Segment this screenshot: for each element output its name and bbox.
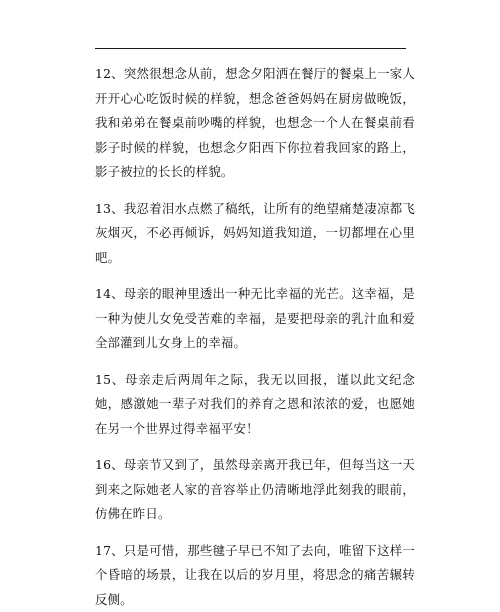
header-rule	[95, 48, 406, 49]
paragraph-15: 15、母亲走后两周年之际，我无以回报，谨以此文纪念她，感激她一辈子对我们的养育之恩和浓浓的爱，也愿她在另一个世界过得幸福平安！	[95, 368, 415, 442]
paragraph-16: 16、母亲节又到了，虽然母亲离开我已年，但每当这一天到来之际她老人家的音容举止仍清晰地浮此刻我的眼前，仿佛在昨日。	[95, 453, 415, 527]
paragraph-12: 12、突然很想念从前，想念夕阳洒在餐厅的餐桌上一家人开开心心吃饭时候的样貌，想念爸爸妈妈在厨房做晚饭，我和弟弟在餐桌前吵嘴的样貌，也想念一个人在餐桌前看影子时候的样貌，也想念夕阳西下你拉着我回家的路上，影子被拉的长长的样貌。	[95, 62, 415, 185]
paragraph-14: 14、母亲的眼神里透出一种无比幸福的光芒。这幸福，是一种为使儿女免受苦难的幸福，是要把母亲的乳汁血和爱全部灌到儿女身上的幸福。	[95, 282, 415, 356]
paragraph-13: 13、我忍着泪水点燃了稿纸，让所有的绝望痛楚凄凉都飞灰烟灭，不必再倾诉，妈妈知道我知道，一切都埋在心里吧。	[95, 197, 415, 271]
document-body	[95, 62, 415, 612]
paragraph-17: 17、只是可惜，那些毽子早已不知了去向，唯留下这样一个昏暗的场景，让我在以后的岁月里，将思念的痛苦辗转反侧。	[95, 539, 415, 612]
